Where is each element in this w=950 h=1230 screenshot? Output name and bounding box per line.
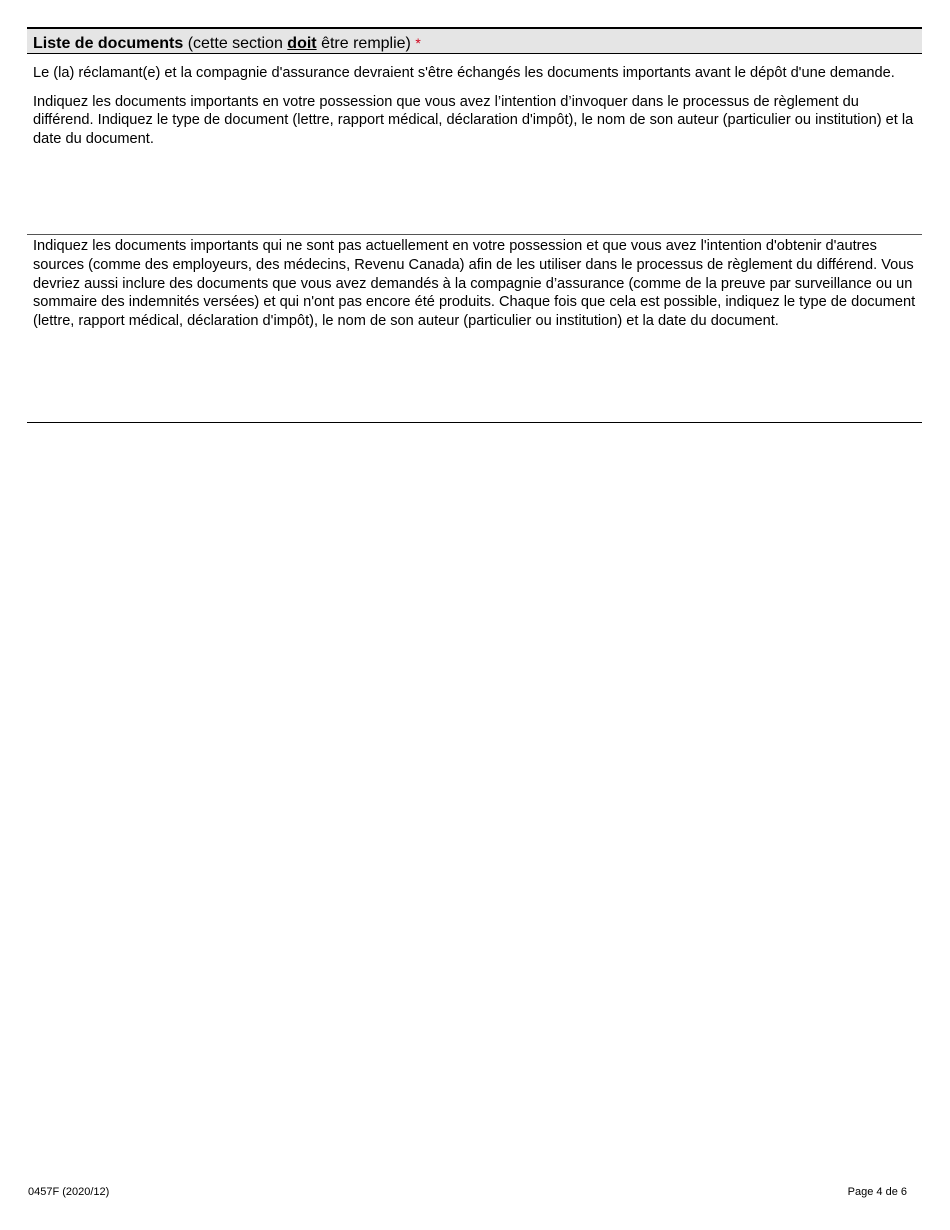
section-title-must: doit: [287, 35, 317, 52]
to-obtain-block: [27, 235, 922, 330]
intro-paragraph: Le (la) réclamant(e) et la compagnie d'assurance devraient s'être échangés les documents importants avant le dépôt d'une demande.: [33, 65, 895, 81]
section-title-post: être remplie): [316, 35, 416, 52]
intro-block: [27, 54, 922, 83]
documents-to-obtain-field[interactable]: [27, 330, 922, 423]
to-obtain-instructions: Indiquez les documents importants qui ne sont pas actuellement en votre possession et que vous avez l'intention d'obtenir d'autres sources (comme des employeurs, des médecins, Revenu Canada) afin de les utiliser dans le processus de règlement du différend. Vous devriez aussi inclure des documents que vous avez demandés à la compagnie d’assurance (comme de la preuve par surveillance ou un sommaire des indemnités versées) et qui n'ont pas encore été produits. Chaque fois que cela est possible, indiquez le type de document (lettre, rapport médical, déclaration d'impôt), le nom de son auteur (particulier ou institution) et la date du document.: [33, 238, 916, 329]
in-possession-instructions: Indiquez les documents importants en votre possession que vous avez l’intention d’invoquer dans le processus de règlement du différend. Indiquez le type de document (lettre, rapport médical, déclaration d'impôt), le nom de son auteur (particulier ou institution) et la date du document.: [33, 93, 914, 147]
section-title: Liste de documents: [33, 35, 184, 52]
section-title-pre: (cette section: [183, 35, 288, 52]
required-marker: *: [415, 35, 421, 51]
page-number: Page 4 de 6: [847, 1186, 907, 1198]
documents-in-possession-field[interactable]: [27, 148, 922, 235]
section-header: [27, 27, 922, 54]
in-possession-block: [27, 83, 922, 149]
form-code: 0457F (2020/12): [28, 1186, 110, 1198]
document-list-section: [27, 27, 922, 423]
